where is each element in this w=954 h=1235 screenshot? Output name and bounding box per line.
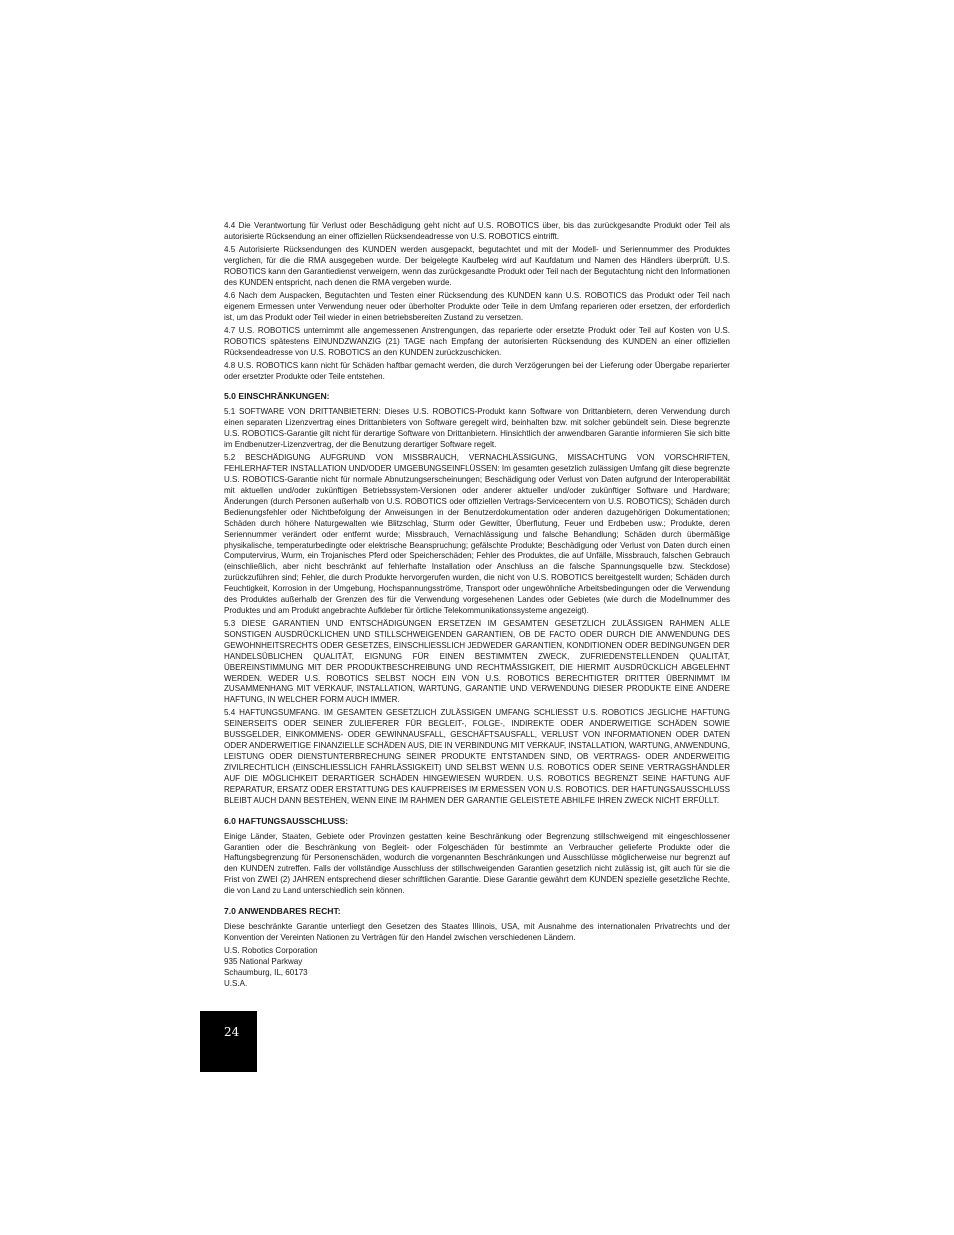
paragraph-6: Einige Länder, Staaten, Gebiete oder Provinzen gestatten keine Beschränkung oder Begrenzung stillschweigend mit eingeschlossener Garantien oder die Beschränkung von Begleit- oder Folgeschäden für bestimmte an Verbraucher gelieferte Produkte oder die Haftungsbegrenzung für Personenschäden, wodurch die vorgenannten Beschränkungen und Ausschlüsse möglicherweise nur begrenzt auf den KUNDEN zutreffen. Falls der vollständige Ausschluss der stillschweigenden Garantien gesetzlich nicht zulässig ist, gilt auch für sie die Frist von ZWEI (2) JAHREN entsprechend dieser schriftlichen Garantie. Diese Garantie gewährt dem KUNDEN spezielle gesetzliche Rechte, die von Land zu Land unterschiedlich sein können. <box>224 831 730 896</box>
company-address <box>224 946 730 990</box>
warranty-text-body <box>224 221 730 990</box>
address-line-company: U.S. Robotics Corporation <box>224 946 318 956</box>
address-line-city: Schaumburg, IL, 60173 <box>224 967 308 977</box>
section-heading-5: 5.0 EINSCHRÄNKUNGEN: <box>224 391 330 402</box>
paragraph-4-6: 4.6 Nach dem Auspacken, Begutachten und Testen einer Rücksendung des KUNDEN kann U.S. ROBOTICS das Produkt oder Teil nach eigenem Ermessen unter Verwendung neuer oder überholter Produkte oder Teile in dem Umfang reparieren oder ersetzen, der erforderlich ist, um das Produkt oder Teil wieder in einen betriebsbereiten Zustand zu versetzen. <box>224 290 730 322</box>
address-line-country: U.S.A. <box>224 978 248 988</box>
page-number: 24 <box>224 1025 240 1039</box>
section-heading-7: 7.0 ANWENDBARES RECHT: <box>224 906 341 917</box>
page-number-box <box>200 1011 257 1072</box>
paragraph-4-4: 4.4 Die Verantwortung für Verlust oder Beschädigung geht nicht auf U.S. ROBOTICS über, bis das zurückgesandte Produkt oder Teil als autorisierte Rücksendung an einer offiziellen Rücksendeadresse von U.S. ROBOTICS eintrifft. <box>224 221 730 241</box>
section-heading-6: 6.0 HAFTUNGSAUSSCHLUSS: <box>224 815 349 826</box>
paragraph-4-7: 4.7 U.S. ROBOTICS unternimmt alle angemessenen Anstrengungen, das reparierte oder ersetzte Produkt oder Teil auf Kosten von U.S. ROBOTICS spätestens EINUNDZWANZIG (21) TAGE nach Empfang der autorisierten Rücksendung des KUNDEN an einer offiziellen Rücksendeadresse von U.S. ROBOTICS an den KUNDEN zurückzuschicken. <box>224 325 730 357</box>
paragraph-5-4: 5.4 HAFTUNGSUMFANG. IM GESAMTEN GESETZLICH ZULÄSSIGEN UMFANG SCHLIESST U.S. ROBOTICS JEGLICHE HAFTUNG SEINERSEITS ODER SEINER ZULIEFERER FÜR BEGLEIT-, FOLGE-, INDIREKTE ODER ANDERWEITIGE SCHÄDEN SOWIE BUSSGELDER, EINKOMMENS- ODER GEWINNAUSFALL, GESCHÄFTSAUSFALL, VERLUST VON INFORMATIONEN ODER DATEN ODER ANDERWEITIGE FINANZIELLE SCHÄDEN AUS, DIE IN VERBINDUNG MIT VERKAUF, INSTALLATION, WARTUNG, ANWENDUNG, LEISTUNG ODER DIENSTUNTERBRECHUNG SEINER PRODUKTE ENTSTANDEN SIND, OB VERTRAGS- ODER ANDERWEITIG ZIVILRECHTLICH (EINSCHLIESSLICH FAHRLÄSSIGKEIT) UND SELBST WENN U.S. ROBOTICS ODER SEINE VERTRAGSHÄNDLER AUF DIE MÖGLICHKEIT DERARTIGER SCHÄDEN HINGEWIESEN WURDEN. U.S. ROBOTICS BEGRENZT SEINE HAFTUNG AUF REPARATUR, ERSATZ ODER ERSTATTUNG DES KAUFPREISES IM ERMESSEN VON U.S. ROBOTICS. DER HAFTUNGSAUSSCHLUSS BLEIBT AUCH DANN BESTEHEN, WENN EINE IM RAHMEN DER GARANTIE GELEISTETE ABHILFE IHREN ZWECK NICHT ERFÜLLT. <box>224 708 730 805</box>
paragraph-4-5: 4.5 Autorisierte Rücksendungen des KUNDEN werden ausgepackt, begutachtet und mit der Modell- und Seriennummer des Produktes verglichen, für die die RMA ausgegeben wurde. Der beigelegte Kaufbeleg wird auf Kaufdatum und Namen des Händlers überprüft. U.S. ROBOTICS kann den Garantiedienst verweigern, wenn das zurückgesandte Produkt oder Teil nach der Begutachtung nicht den Informationen des KUNDEN entspricht, nach denen die RMA vergeben wurde. <box>224 245 730 287</box>
address-line-street: 935 National Parkway <box>224 956 303 966</box>
paragraph-7: Diese beschränkte Garantie unterliegt den Gesetzen des Staates Illinois, USA, mit Ausnahme des internationalen Privatrechts und der Konvention der Vereinten Nationen zu Verträgen für den Handel zwischen verschiedenen Ländern. <box>224 922 730 942</box>
paragraph-5-1: 5.1 SOFTWARE VON DRITTANBIETERN: Dieses U.S. ROBOTICS-Produkt kann Software von Drittanbietern, deren Verwendung durch einen separaten Lizenzvertrag eines Drittanbieters von Software geregelt wird, beinhalten bzw. mit solcher gebündelt sein. Diese begrenzte U.S. ROBOTICS-Garantie gilt nicht für derartige Software von Drittanbietern. Hinsichtlich der anwendbaren Garantie informieren Sie sich bitte im Endbenutzer-Lizenzvertrag, der die Benutzung derartiger Software regelt. <box>224 407 730 450</box>
paragraph-5-3: 5.3 DIESE GARANTIEN UND ENTSCHÄDIGUNGEN ERSETZEN IM GESAMTEN GESETZLICH ZULÄSSIGEN RAHMEN ALLE SONSTIGEN AUSDRÜCKLICHEN UND STILLSCHWEIGENDEN GARANTIEN, OB DE FACTO ODER DURCH DIE ANWENDUNG DES GEWOHNHEITSRECHTS ODER GESETZES, EINSCHLIESSLICH JEDWEDER GARANTIEN, KONDITIONEN ODER BEDINGUNGEN DER HANDELSÜBLICHEN QUALITÄT, EIGNUNG FÜR EINEN BESTIMMTEN ZWECK, ZUFRIEDENSTELLENDEN QUALITÄT, ÜBEREINSTIMMUNG MIT DER PRODUKTBESCHREIBUNG UND RECHTMÄSSIGKEIT, DIE HIERMIT AUSDRÜCKLICH ABGELEHNT WERDEN. WEDER U.S. ROBOTICS SELBST NOCH EIN VON U.S. ROBOTICS BERECHTIGTER DRITTER ÜBERNIMMT IM ZUSAMMENHANG MIT VERKAUF, INSTALLATION, WARTUNG, GARANTIE UND VERWENDUNG DIESER PRODUKTE EINE ANDERE HAFTUNG, IN WELCHER FORM AUCH IMMER. <box>224 619 730 705</box>
paragraph-5-2: 5.2 BESCHÄDIGUNG AUFGRUND VON MISSBRAUCH, VERNACHLÄSSIGUNG, MISSACHTUNG VON VORSCHRIFTEN, FEHLERHAFTER INSTALLATION UND/ODER UMGEBUNGSEINFLÜSSEN: Im gesamten gesetzlich zulässigen Umfang gilt diese begrenzte U.S. ROBOTICS-Garantie nicht für normale Abnutzungserscheinungen; Beschädigung oder Verlust von Daten aufgrund der Interoperabilität mit aktuellen und/oder zukünftigen Betriebssystem-Versionen oder anderer aktueller und/oder zukünftiger Software und Hardware; Änderungen (durch Personen außerhalb von U.S. ROBOTICS oder offiziellen Vertrags-Servicecentern von U.S. ROBOTICS); Schäden durch Bedienungsfehler oder Nichtbefolgung der Anweisungen in der Benutzerdokumentation oder anderen dazugehörigen Dokumentationen; Schäden durch höhere Naturgewalten wie Blitzschlag, Sturm oder Gewitter, Überflutung, Feuer und Erdbeben usw.; Produkte, deren Seriennummer verändert oder entfernt wurde; Missbrauch, Vernachlässigung und falsche Behandlung; Schäden durch übermäßige physikalische, temperaturbedingte oder elektrische Beanspruchung; gefälschte Produkte; Beschädigung oder Verlust von Daten durch einen Computervirus, Wurm, ein Trojanisches Pferd oder Speicherschäden; Fehler des Produktes, die auf Unfälle, Missbrauch, falschen Gebrauch (einschließlich, aber nicht beschränkt auf fehlerhafte Installation oder Anschluss an die falsche Spannungsquelle bzw. Steckdose) zurückzuführen sind; Fehler, die durch Produkte hervorgerufen wurden, die nicht von U.S. ROBOTICS bereitgestellt wurden; Schäden durch Feuchtigkeit, Korrosion in der Umgebung, Hochspannungsströme, Transport oder ungewöhnliche Arbeitsbedingungen oder die Verwendung des Produktes außerhalb der Grenzen des für die Verwendung vorgesehenen Landes oder Gebietes (wie durch die Modellnummer des Produktes und am Produkt angebrachte Aufkleber für örtliche Telekommunikationssysteme angezeigt). <box>224 453 730 615</box>
paragraph-4-8: 4.8 U.S. ROBOTICS kann nicht für Schäden haftbar gemacht werden, die durch Verzögerungen bei der Lieferung oder Übergabe reparierter oder ersetzter Produkte oder Teile entstehen. <box>224 360 730 381</box>
